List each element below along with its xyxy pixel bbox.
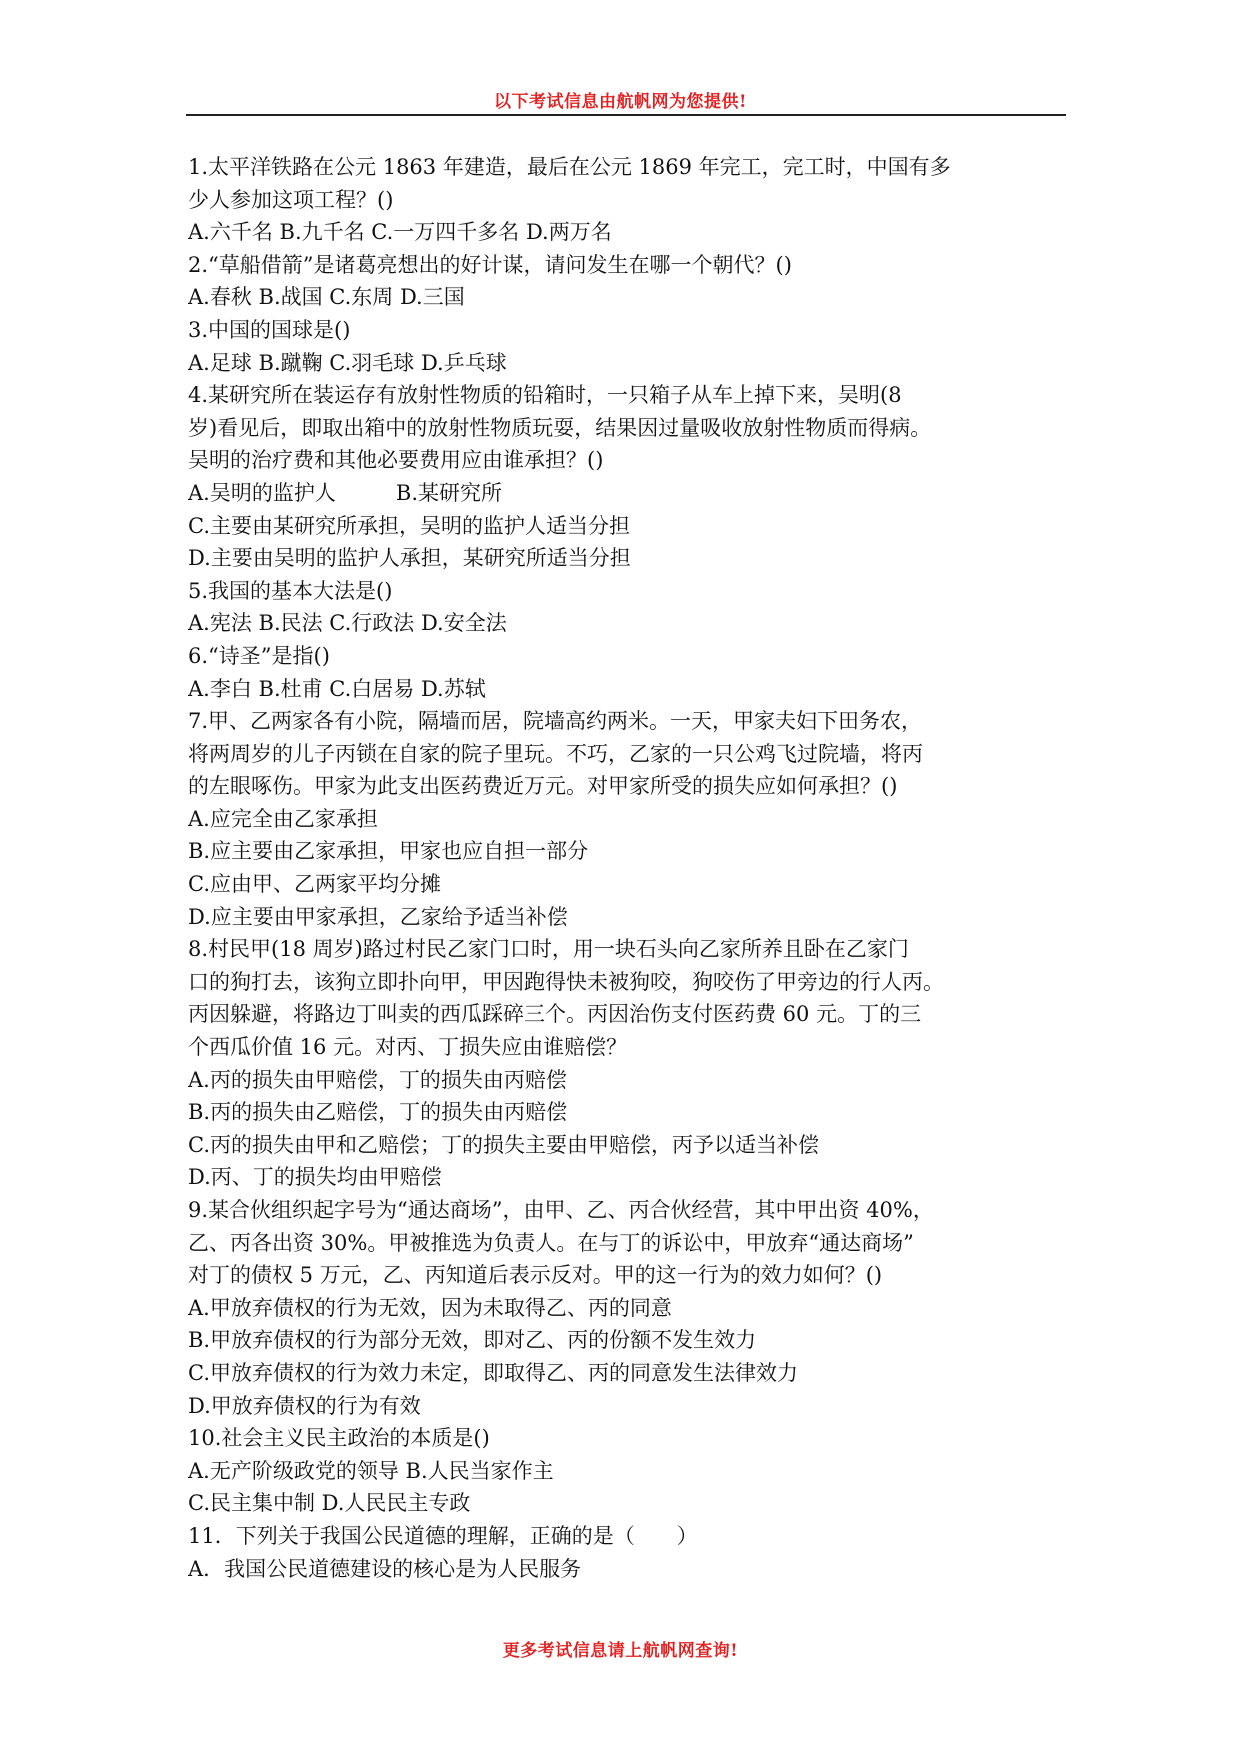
text-line: C.丙的损失由甲和乙赔偿；丁的损失主要由甲赔偿，丙予以适当补偿 [188,1132,819,1157]
text-line: 7.甲、乙两家各有小院，隔墙而居，院墙高约两米。一天，甲家夫妇下田务农， [188,709,923,734]
text-line: B.甲放弃债权的行为部分无效，即对乙、丙的份额不发生效力 [188,1328,757,1353]
text-line: 9.某合伙组织起字号为“通达商场”，由甲、乙、丙合伙经营，其中甲出资 40%， [188,1198,934,1222]
document-body [188,151,1068,1585]
text-line: 1.太平洋铁路在公元 1863 年建造，最后在公元 1869 年完工，完工时，中国有多 [188,155,951,179]
text-line: 乙、丙各出资 30%。甲被推选为负责人。在与丁的诉讼中，甲放弃“通达商场” [188,1230,914,1255]
text-line: 的左眼啄伤。甲家为此支出医药费近万元。对甲家所受的损失应如何承担？() [188,774,898,799]
page-header: 以下考试信息由航帆网为您提供! [494,92,747,112]
text-line: 6.“诗圣”是指() [188,643,330,668]
text-line: D.甲放弃债权的行为有效 [188,1393,421,1418]
text-line: A．我国公民道德建设的核心是为人民服务 [188,1556,582,1581]
text-line: 11．下列关于我国公民道德的理解，正确的是（ ） [188,1523,698,1548]
text-line: A.丙的损失由甲赔偿，丁的损失由丙赔偿 [188,1067,567,1092]
text-line: D.丙、丁的损失均由甲赔偿 [188,1165,442,1190]
text-line: 5.我国的基本大法是() [188,578,393,603]
text-line: 4.某研究所在装运存有放射性物质的铅箱时，一只箱子从车上掉下来，吴明(8 [188,383,902,408]
text-line: 岁)看见后，即取出箱中的放射性物质玩耍，结果因过量吸收放射性物质而得病。 [188,415,932,440]
text-line: D.应主要由甲家承担，乙家给予适当补偿 [188,904,568,929]
text-line: A.甲放弃债权的行为无效，因为未取得乙、丙的同意 [188,1295,672,1320]
text-line: D.主要由吴明的监护人承担，某研究所适当分担 [188,546,631,571]
header-divider [186,114,1066,116]
text-line: A.春秋 B.战国 C.东周 D.三国 [188,285,465,310]
page-footer: 更多考试信息请上航帆网查询! [502,1641,739,1661]
text-line: 3.中国的国球是() [188,317,351,342]
text-line: 少人参加这项工程？() [188,187,394,212]
text-line: A.李白 B.杜甫 C.白居易 D.苏轼 [188,676,486,701]
text-line: A.宪法 B.民法 C.行政法 D.安全法 [188,611,507,636]
text-line: 8.村民甲(18 周岁)路过村民乙家门口时，用一块石头向乙家所养且卧在乙家门 [188,937,909,962]
text-line: 将两周岁的儿子丙锁在自家的院子里玩。不巧，乙家的一只公鸡飞过院墙，将丙 [188,741,923,766]
text-line: 10.社会主义民主政治的本质是() [188,1426,490,1451]
text-line: C.甲放弃债权的行为效力未定，即取得乙、丙的同意发生法律效力 [188,1360,798,1385]
text-line: A.六千名 B.九千名 C.一万四千多名 D.两万名 [188,220,612,245]
text-line: B.应主要由乙家承担，甲家也应自担一部分 [188,839,589,864]
text-line: A.无产阶级政党的领导 B.人民当家作主 [188,1458,554,1483]
text-line: C.民主集中制 D.人民民主专政 [188,1491,471,1516]
text-line: 口的狗打去，该狗立即扑向甲，甲因跑得快未被狗咬，狗咬伤了甲旁边的行人丙。 [188,969,944,994]
text-line: A.吴明的监护人 B.某研究所 [188,480,503,505]
text-line: 丙因躲避，将路边丁叫卖的西瓜踩碎三个。丙因治伤支付医药费 60 元。丁的三 [188,1002,922,1027]
text-line: 吴明的治疗费和其他必要费用应由谁承担？() [188,448,604,473]
text-line: C.主要由某研究所承担，吴明的监护人适当分担 [188,513,630,538]
text-line: 2.“草船借箭”是诸葛亮想出的好计谋，请问发生在哪一个朝代？() [188,252,792,277]
text-line: A.应完全由乙家承担 [188,806,378,831]
text-line: 个西瓜价值 16 元。对丙、丁损失应由谁赔偿？ [188,1035,628,1060]
text-line: B.丙的损失由乙赔偿，丁的损失由丙赔偿 [188,1100,568,1125]
text-line: A.足球 B.蹴鞠 C.羽毛球 D.乒乓球 [188,350,507,375]
text-line: C.应由甲、乙两家平均分摊 [188,872,441,897]
text-line: 对丁的债权 5 万元，乙、丙知道后表示反对。甲的这一行为的效力如何？() [188,1263,883,1288]
